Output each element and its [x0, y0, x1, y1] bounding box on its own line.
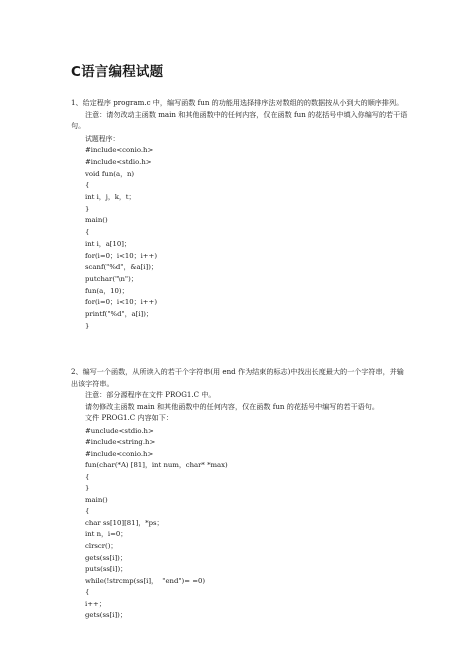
code-line: fun(a，10)； [85, 286, 129, 295]
question-2-note-2: 请勿修改主函数 main 和其他函数中的任何内容，仅在函数 fun 的花括号中编写的若干语句。 [85, 401, 379, 411]
question-2-note: 注意：部分源程序在文件 PROG1.C 中。 [85, 390, 216, 399]
code-line: i++； [85, 599, 106, 608]
code-line: #include<conio.h> [85, 449, 154, 458]
question-2-text: 2、编写一个函数，从所读入的若干个字符串(用 end 作为结束的标志)中找出长度最大的一个字符串，并输 [71, 367, 404, 376]
code-line: putchar("\n")； [85, 274, 138, 283]
code-line: #include<stdio.h> [85, 157, 152, 166]
code-line: { [85, 472, 90, 481]
code-line: { [85, 228, 90, 237]
code-line: puts(ss[i])； [85, 565, 128, 574]
question-1-note: 注意：请勿改动主函数 main 和其他函数中的任何内容，仅在函数 fun 的花括号中填入你编写的若干语 [85, 109, 408, 119]
code-line: for(i=0；i<10；i++) [85, 298, 158, 307]
question-2-code-block [71, 426, 411, 622]
code-line: #include<conio.h> [85, 146, 154, 155]
code-line: { [85, 507, 90, 516]
question-2 [71, 366, 411, 622]
code-line: } [85, 484, 90, 493]
code-line: gets(ss[i])； [85, 553, 127, 562]
code-line: { [85, 181, 90, 190]
code-line: clrscr()； [85, 541, 118, 550]
code-line: } [85, 204, 90, 213]
question-2-text-continued: 出该字符串。 [71, 378, 114, 388]
question-1-note-continued: 句。 [71, 121, 86, 130]
code-line: main() [85, 495, 108, 504]
code-intro: 试题程序： [85, 134, 120, 143]
question-1-code-block [71, 134, 411, 333]
document-title: C语言编程试题 [71, 64, 164, 80]
code-line: fun(char(*A) [81]，int num，char* *max) [85, 461, 228, 470]
code-line: { [85, 588, 90, 597]
code-line: } [85, 321, 90, 330]
question-1-text: 1、给定程序 program.c 中，编写函数 fun 的功能用选择排序法对数组的的数据按从小到大的顺序排列。 [71, 98, 404, 107]
code-line: void fun(a，n) [85, 169, 135, 178]
code-line: while(!strcmp(ss[i]， "end")= =0) [85, 576, 206, 585]
code-line: int i，j，k，t； [85, 193, 136, 202]
code-line: char ss[10][81]，*ps； [85, 518, 164, 527]
code-line: gets(ss[i])； [85, 611, 127, 620]
code-line: scanf("%d"，&a[i])； [85, 263, 158, 272]
question-1 [71, 97, 411, 332]
code-line: for(i=0；i<10；i++) [85, 251, 158, 260]
question-2-file-intro: 文件 PROG1.C 内容如下： [85, 413, 173, 422]
code-line: int n，i=0； [85, 530, 128, 539]
code-line: printf("%d"，a[i])； [85, 310, 153, 319]
code-line: int i，a[10]； [85, 239, 131, 248]
code-line: #unclude<stdio.h> [85, 426, 154, 435]
code-line: #include<string.h> [85, 438, 156, 447]
code-line: main() [85, 216, 108, 225]
